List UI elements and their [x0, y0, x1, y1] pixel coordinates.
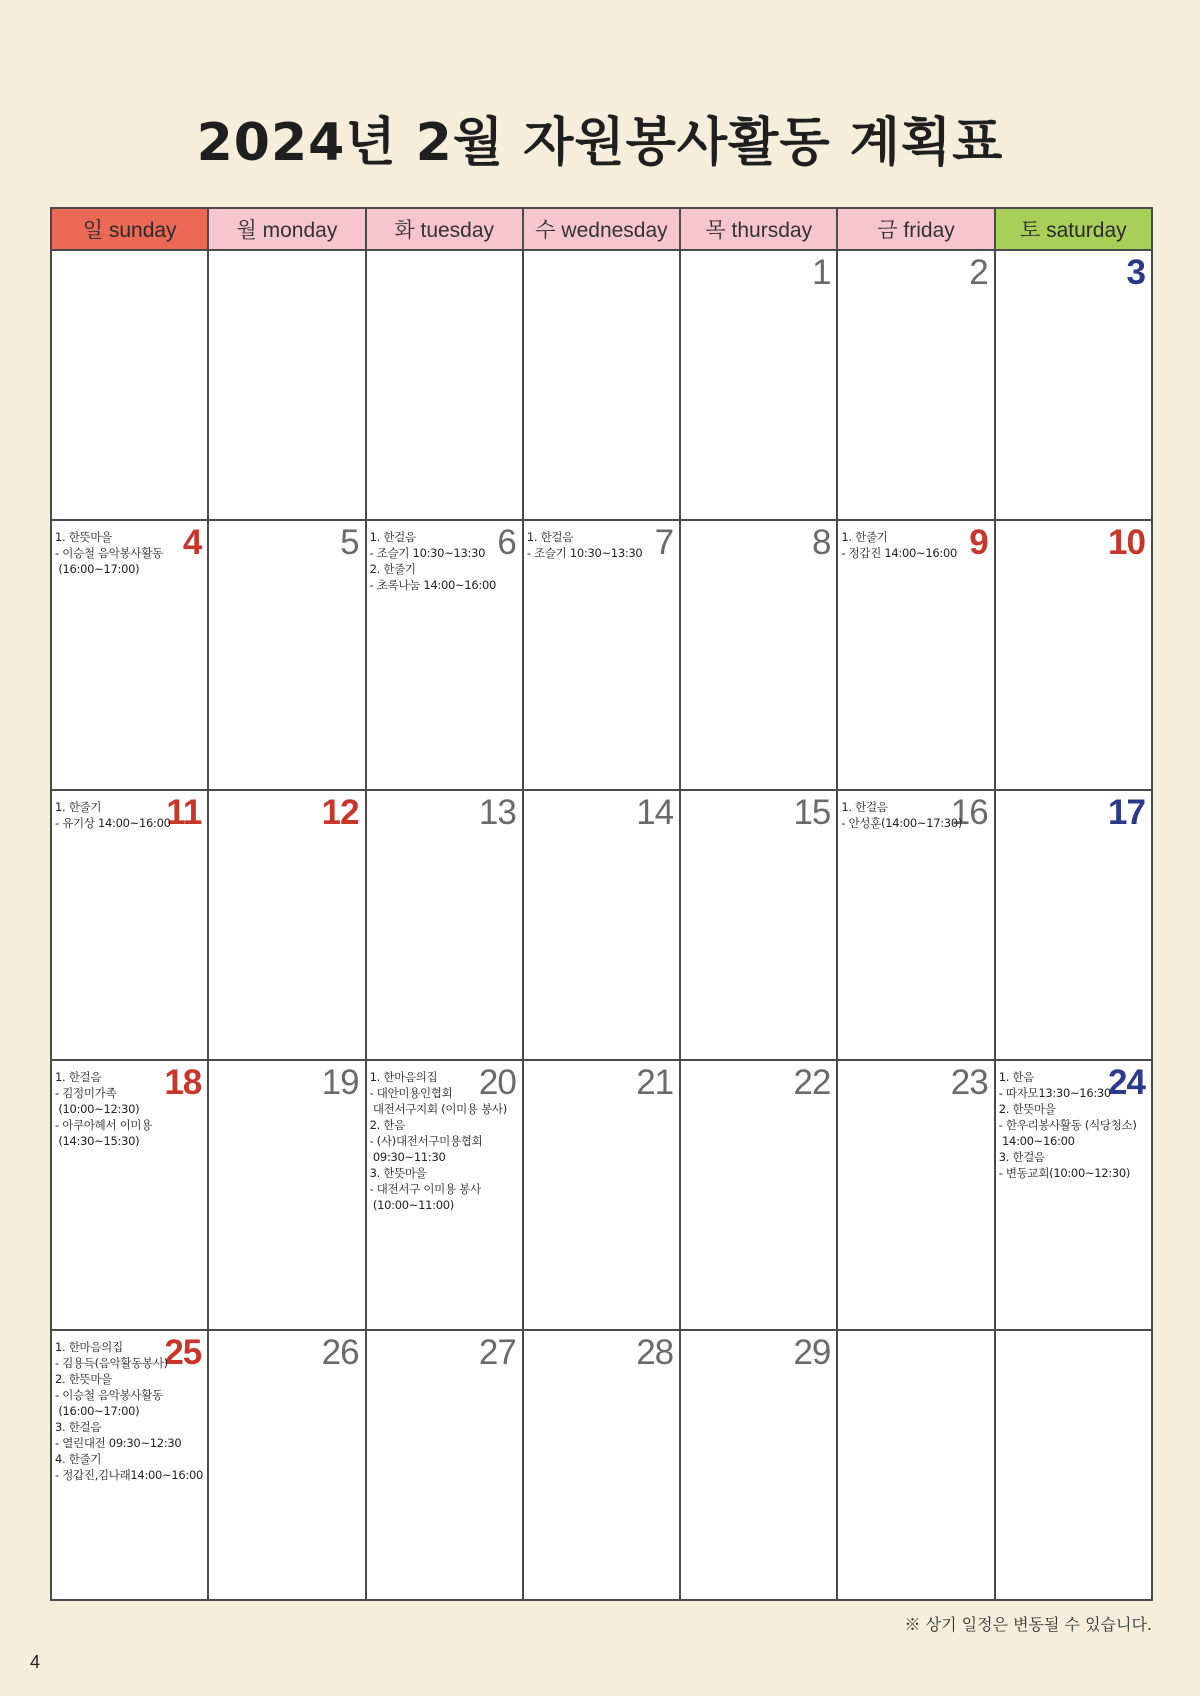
calendar-day-cell	[367, 1061, 524, 1329]
day-number: 12	[321, 793, 359, 832]
calendar-day-cell	[524, 521, 681, 789]
day-schedule-notes: 1. 한뜻마을 - 이승철 음악봉사활동 (16:00~17:00)	[55, 530, 163, 576]
day-number: 17	[1108, 793, 1145, 832]
calendar-day-cell	[209, 251, 366, 519]
day-number: 10	[1108, 523, 1145, 562]
calendar-day-cell	[681, 1061, 838, 1329]
day-number: 9	[969, 523, 988, 562]
day-schedule-notes: 1. 한마음의집 - 김용득(음악활동봉사) 2. 한뜻마을 - 이승철 음악봉사활동 (16:00~17:00) 3. 한걸음 - 열린대전 09:30~12:30 4. 한줄기 - 정갑진,김나래14:00~16:00	[55, 1340, 204, 1482]
calendar-day-cell	[838, 1331, 995, 1599]
weekday-header-saturday: 토 saturday	[996, 209, 1151, 249]
calendar-week-row	[52, 1061, 1151, 1331]
day-number: 6	[497, 523, 516, 562]
weekday-header-row	[52, 209, 1151, 251]
day-number: 1	[811, 253, 831, 292]
day-number: 23	[950, 1063, 988, 1102]
calendar-day-cell	[209, 1061, 366, 1329]
day-schedule-notes: 1. 한걸음 - 김정미가족 (10:00~12:30) - 아쿠아헤서 이미용 (14:30~15:30)	[55, 1070, 153, 1148]
calendar-week-row	[52, 521, 1151, 791]
calendar-day-cell	[996, 251, 1151, 519]
calendar-day-cell	[524, 1331, 681, 1599]
day-schedule-notes: 1. 한음 - 따자모13:30~16:30 2. 한뜻마을 - 한우리봉사활동 (식당청소) 14:00~16:00 3. 한걸음 - 변동교회(10:00~12:30)	[998, 1070, 1137, 1180]
day-schedule-notes: 1. 한줄기 - 유기상 14:00~16:00	[55, 800, 171, 830]
day-number: 28	[636, 1333, 674, 1372]
calendar-day-cell	[838, 521, 995, 789]
day-schedule-notes: 1. 한걸음 - 조슬기 10:30~13:30	[526, 530, 643, 560]
calendar-grid	[50, 207, 1153, 1601]
calendar-day-cell	[209, 791, 366, 1059]
day-number: 18	[164, 1063, 202, 1102]
day-number: 21	[636, 1063, 674, 1102]
calendar-day-cell	[52, 251, 209, 519]
day-schedule-notes: 1. 한걸음 - 조슬기 10:30~13:30 2. 한줄기 - 초록나눔 14:00~16:00	[369, 530, 496, 592]
day-number: 26	[321, 1333, 359, 1372]
calendar-day-cell	[209, 521, 366, 789]
calendar-day-cell	[209, 1331, 366, 1599]
page-number: 4	[30, 1652, 41, 1672]
day-number: 29	[793, 1333, 831, 1372]
calendar-day-cell	[996, 1061, 1151, 1329]
calendar-day-cell	[367, 1331, 524, 1599]
calendar-day-cell	[996, 791, 1151, 1059]
calendar-day-cell	[367, 521, 524, 789]
calendar-day-cell	[996, 1331, 1151, 1599]
day-number: 11	[166, 793, 202, 832]
day-number: 4	[182, 523, 202, 562]
weekday-header-sunday: 일 sunday	[52, 209, 209, 249]
day-number: 20	[478, 1063, 516, 1102]
calendar-weeks	[52, 251, 1151, 1599]
calendar-week-row	[52, 251, 1151, 521]
day-number: 13	[478, 793, 516, 832]
calendar-day-cell	[838, 791, 995, 1059]
calendar-day-cell	[524, 791, 681, 1059]
weekday-header-wednesday: 수 wednesday	[524, 209, 681, 249]
calendar-day-cell	[52, 791, 209, 1059]
calendar-day-cell	[681, 1331, 838, 1599]
calendar-week-row	[52, 791, 1151, 1061]
calendar-day-cell	[524, 251, 681, 519]
calendar-day-cell	[52, 1061, 209, 1329]
calendar-day-cell	[52, 521, 209, 789]
calendar-day-cell	[681, 791, 838, 1059]
calendar-day-cell	[52, 1331, 209, 1599]
day-number: 14	[636, 793, 674, 832]
day-number: 2	[969, 253, 988, 292]
day-number: 27	[478, 1333, 516, 1372]
weekday-header-friday: 금 friday	[838, 209, 995, 249]
calendar-day-cell	[996, 521, 1151, 789]
day-number: 24	[1108, 1063, 1145, 1102]
weekday-header-monday: 월 monday	[209, 209, 366, 249]
page-title: 2024년 2월 자원봉사활동 계획표	[196, 113, 1004, 173]
day-number: 16	[950, 793, 988, 832]
calendar-day-cell	[524, 1061, 681, 1329]
day-number: 22	[793, 1063, 831, 1102]
day-number: 7	[654, 523, 674, 562]
weekday-header-thursday: 목 thursday	[681, 209, 838, 249]
calendar-day-cell	[838, 251, 995, 519]
day-number: 25	[164, 1333, 202, 1372]
calendar-day-cell	[367, 791, 524, 1059]
calendar-day-cell	[367, 251, 524, 519]
day-number: 15	[793, 793, 831, 832]
calendar-day-cell	[681, 521, 838, 789]
weekday-header-tuesday: 화 tuesday	[367, 209, 524, 249]
schedule-change-footnote: ※ 상기 일정은 변동될 수 있습니다.	[904, 1615, 1152, 1634]
calendar-day-cell	[838, 1061, 995, 1329]
day-schedule-notes: 1. 한줄기 - 정갑진 14:00~16:00	[841, 530, 958, 560]
day-number: 19	[321, 1063, 359, 1102]
day-schedule-notes: 1. 한마음의집 - 대안미용인협회 대전서구지회 (이미용 봉사) 2. 한음 - (사)대전서구미용협회 09:30~11:30 3. 한뜻마을 - 대전서구 이미용 봉사 (10:00~11:00)	[369, 1070, 507, 1212]
day-number: 3	[1126, 253, 1145, 292]
day-number: 5	[340, 523, 359, 562]
day-number: 8	[811, 523, 831, 562]
day-schedule-notes: 1. 한걸음 - 안성훈(14:00~17:30)	[841, 800, 963, 830]
calendar-week-row	[52, 1331, 1151, 1599]
calendar-day-cell	[681, 251, 838, 519]
